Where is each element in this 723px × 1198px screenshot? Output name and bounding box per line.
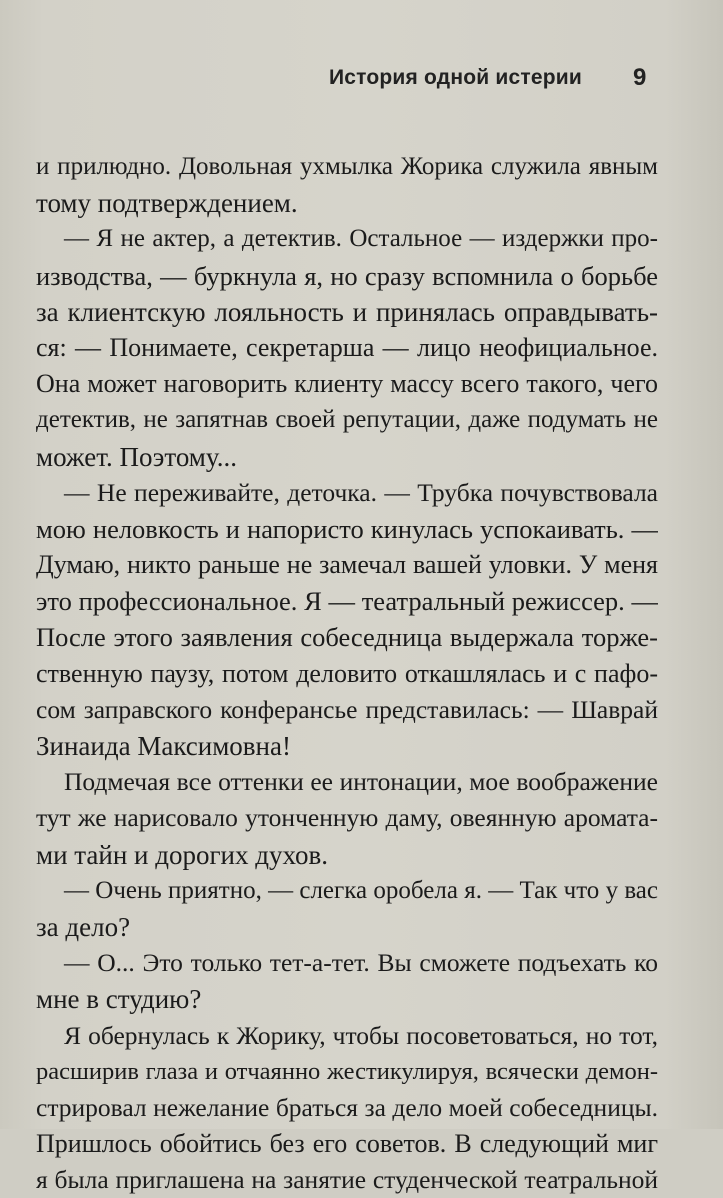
text-line: — Не переживайте, деточка. — Трубка почувствовала — [64, 477, 658, 507]
text-line: детектив, не запятнав своей репутации, даже подумать не — [36, 406, 658, 434]
text-line: расширив глаза и отчаянно жестикулируя, всячески демон- — [36, 1057, 658, 1085]
text-line: ми тайн и дорогих духов. — [36, 839, 328, 870]
text-line: за дело? — [36, 911, 131, 942]
text-line: сом заправского конферансье представилась: — Шаврай — [36, 694, 658, 724]
text-line: — Очень приятно, — слегка оробела я. — Так что у вас — [64, 876, 658, 904]
text-line: Зинаида Максимовна! — [36, 731, 291, 761]
text-line: Пришлось обойтись без его советов. В следующий миг — [36, 1129, 658, 1159]
text-line: и прилюдно. Довольная ухмылка Жорика служила явным — [36, 153, 658, 180]
text-line: тому подтверждением. — [36, 188, 298, 219]
text-line: я была приглашена на занятие студенческой театральной — [36, 1165, 658, 1195]
text-line: После этого заявления собеседница выдержала торже- — [36, 622, 658, 653]
text-line: стрировал нежелание браться за дело моей собеседницы. — [36, 1092, 658, 1122]
text-line: за клиентскую лояльность и принялась оправдывать- — [36, 296, 658, 327]
text-line: может. Поэтому... — [36, 441, 237, 472]
page-number: 9 — [633, 64, 647, 91]
text-line: Подмечая все оттенки ее интонации, мое воображение — [64, 767, 658, 797]
text-line: мою неловкость и напористо кинулась успокаивать. — — [36, 513, 658, 544]
text-line: ся: — Понимаете, секретарша — лицо неофициальное. — [36, 332, 658, 362]
running-title: История одной истерии — [329, 66, 582, 89]
text-line: ственную паузу, потом деловито откашлялась и с пафо- — [36, 658, 658, 688]
text-line: — Я не актер, а детектив. Остальное — издержки про- — [64, 225, 658, 253]
text-line: тут же нарисовало утонченную даму, овеянную аромата- — [36, 803, 658, 833]
text-line: Она может наговорить клиенту массу всего такого, чего — [36, 369, 658, 399]
text-line: — О... Это только тет-а-тет. Вы сможете подъехать ко — [64, 948, 658, 978]
text-line: это профессиональное. Я — театральный режиссер. — — [36, 586, 658, 617]
text-line: мне в студию? — [36, 984, 202, 1015]
body-text — [36, 149, 658, 1198]
text-line: Думаю, никто раньше не замечал вашей уловки. У меня — [36, 550, 658, 580]
running-head — [0, 66, 723, 100]
text-line: Я обернулась к Жорику, чтобы посоветоваться, но тот, — [64, 1020, 658, 1050]
text-line: изводства, — буркнула я, но сразу вспомнила о борьбе — [36, 260, 658, 291]
